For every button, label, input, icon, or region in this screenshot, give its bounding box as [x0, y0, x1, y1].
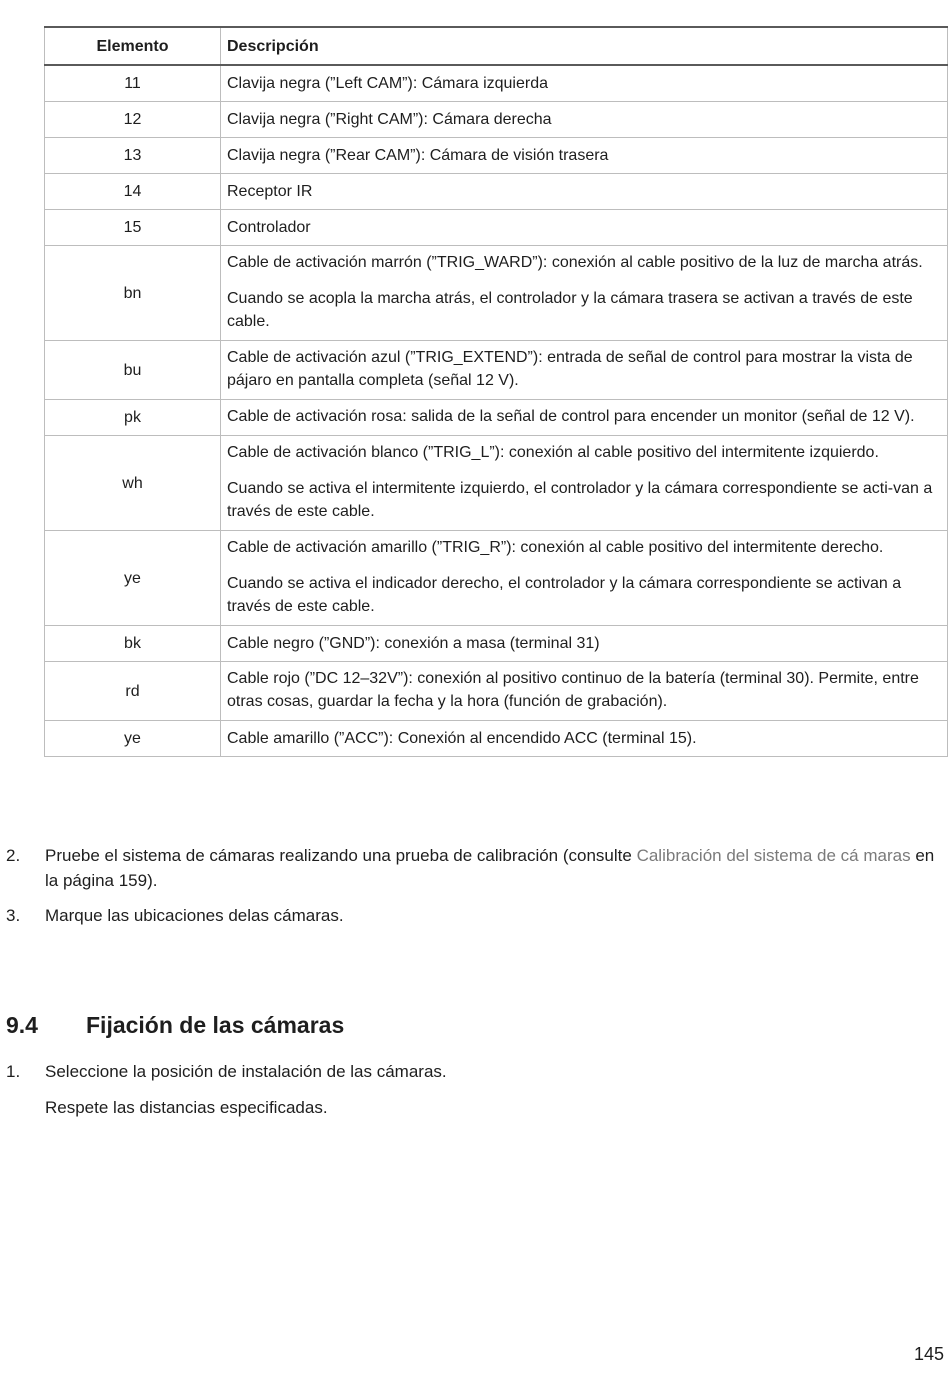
step-note: Respete las distancias especificadas.: [45, 1098, 328, 1117]
table-row: [45, 210, 948, 246]
element-cell: 13: [45, 138, 221, 174]
table-row: [45, 531, 948, 626]
table-row: [45, 138, 948, 174]
page-number: 145: [913, 1344, 944, 1364]
element-cell: bn: [45, 246, 221, 341]
wiring-table: [44, 26, 948, 757]
description-cell: [221, 662, 948, 721]
table-row: [45, 102, 948, 138]
table-row: [45, 626, 948, 662]
element-cell: 15: [45, 210, 221, 246]
description-paragraph: Cable de activación marrón (”TRIG_WARD”): conexión al cable positivo de la luz de marcha atrás.: [227, 254, 923, 271]
header-elemento: Elemento: [45, 27, 221, 65]
table-row: [45, 721, 948, 757]
description-paragraph: Controlador: [227, 219, 311, 236]
step-text: Pruebe el sistema de cámaras realizando una prueba de calibración (consulte: [45, 846, 637, 865]
element-cell: ye: [45, 721, 221, 757]
section-title: Fijación de las cámaras: [86, 1012, 345, 1038]
element-cell: ye: [45, 531, 221, 626]
description-cell: [221, 626, 948, 662]
description-cell: [221, 721, 948, 757]
description-cell: [221, 400, 948, 436]
description-cell: [221, 138, 948, 174]
table-row: [45, 246, 948, 341]
description-cell: [221, 102, 948, 138]
step-number: 3.: [6, 906, 21, 925]
table-row: [45, 65, 948, 102]
step-number: 1.: [6, 1062, 21, 1081]
description-cell: [221, 246, 948, 341]
description-paragraph: Clavija negra (”Left CAM”): Cámara izquierda: [227, 75, 548, 92]
element-cell: wh: [45, 436, 221, 531]
step-text: Seleccione la posición de instalación de las cámaras.: [45, 1062, 447, 1081]
step-number: 2.: [6, 846, 21, 865]
element-cell: rd: [45, 662, 221, 721]
description-paragraph: Cable rojo (”DC 12–32V”): conexión al positivo continuo de la batería (terminal 30). Permite, entre otras cosas, guardar la fecha y la hora (función de grabación).: [227, 670, 919, 710]
step-2: [0, 843, 940, 893]
table-row: [45, 436, 948, 531]
description-cell: [221, 174, 948, 210]
description-cell: [221, 341, 948, 400]
description-cell: [221, 65, 948, 102]
description-paragraph: Cuando se acopla la marcha atrás, el controlador y la cámara trasera se activan a través de este cable.: [227, 290, 913, 330]
description-paragraph: Clavija negra (”Rear CAM”): Cámara de visión trasera: [227, 147, 609, 164]
calibration-link[interactable]: Calibración del sistema de cá maras: [636, 846, 911, 865]
header-descripcion: Descripción: [221, 27, 948, 65]
table-row: [45, 174, 948, 210]
table-row: [45, 341, 948, 400]
element-cell: 11: [45, 65, 221, 102]
element-cell: 14: [45, 174, 221, 210]
step-text: Marque las ubicaciones delas cámaras.: [45, 906, 344, 925]
description-cell: [221, 531, 948, 626]
description-paragraph: Cable de activación azul (”TRIG_EXTEND”): entrada de señal de control para mostrar la vista de pájaro en pantalla completa (señal 12 V).: [227, 349, 913, 389]
table-header-row: [45, 27, 948, 65]
description-paragraph: Cuando se activa el intermitente izquierdo, el controlador y la cámara correspondiente se acti-van a través de este cable.: [227, 480, 933, 520]
description-paragraph: Cable negro (”GND”): conexión a masa (terminal 31): [227, 635, 600, 652]
description-cell: [221, 436, 948, 531]
table-row: [45, 662, 948, 721]
description-paragraph: Cable amarillo (”ACC”): Conexión al encendido ACC (terminal 15).: [227, 730, 697, 747]
element-cell: bk: [45, 626, 221, 662]
description-paragraph: Cuando se activa el indicador derecho, el controlador y la cámara correspondiente se activan a través de este cable.: [227, 575, 902, 615]
description-paragraph: Receptor IR: [227, 183, 313, 200]
element-cell: bu: [45, 341, 221, 400]
table-row: [45, 400, 948, 436]
table-body: [45, 65, 948, 757]
description-paragraph: Cable de activación blanco (”TRIG_L”): conexión al cable positivo del intermitente izquierdo.: [227, 444, 879, 461]
element-cell: 12: [45, 102, 221, 138]
description-paragraph: Clavija negra (”Right CAM”): Cámara derecha: [227, 111, 552, 128]
section-heading: [6, 1012, 344, 1039]
steps-list: [0, 843, 940, 938]
step-text-after: en la página 159).: [45, 846, 935, 890]
description-paragraph: Cable de activación rosa: salida de la señal de control para encender un monitor (señal de 12 V).: [227, 408, 915, 425]
description-paragraph: Cable de activación amarillo (”TRIG_R”): conexión al cable positivo del intermitente derecho.: [227, 539, 884, 556]
step-1: [0, 1059, 940, 1120]
step-3: [0, 903, 940, 928]
element-cell: pk: [45, 400, 221, 436]
description-cell: [221, 210, 948, 246]
section-number: 9.4: [6, 1012, 38, 1038]
